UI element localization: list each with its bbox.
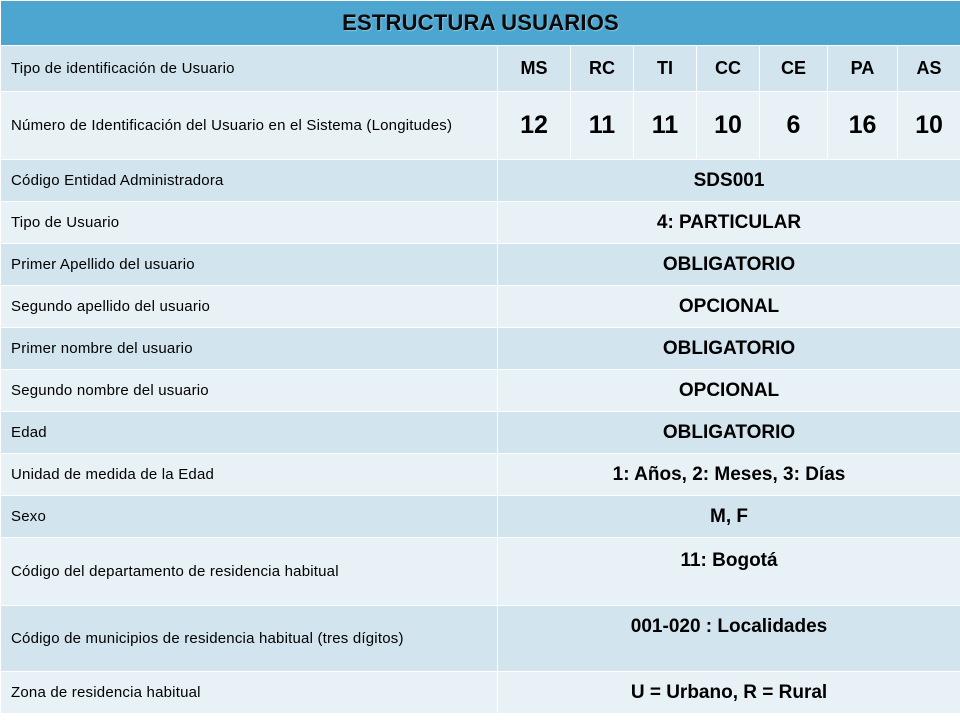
segundo-nombre-value: OPCIONAL	[498, 370, 960, 412]
id-code-as: AS	[898, 46, 960, 92]
table-row	[1, 202, 960, 244]
unidad-edad-label: Unidad de medida de la Edad	[1, 454, 498, 496]
table-row	[1, 244, 960, 286]
sexo-label: Sexo	[1, 496, 498, 538]
segundo-nombre-label: Segundo nombre del usuario	[1, 370, 498, 412]
sexo-value: M, F	[498, 496, 960, 538]
id-length-pa: 16	[828, 92, 898, 160]
edad-label: Edad	[1, 412, 498, 454]
entidad-label: Código Entidad Administradora	[1, 160, 498, 202]
id-code-cc: CC	[697, 46, 760, 92]
departamento-label: Código del departamento de residencia habitual	[1, 538, 498, 606]
id-code-ti: TI	[634, 46, 697, 92]
table-row	[1, 412, 960, 454]
table-title: ESTRUCTURA USUARIOS	[1, 1, 960, 46]
primer-nombre-value: OBLIGATORIO	[498, 328, 960, 370]
table-row	[1, 286, 960, 328]
id-type-label: Tipo de identificación de Usuario	[1, 46, 498, 92]
id-length-as: 10	[898, 92, 960, 160]
table-row	[1, 370, 960, 412]
id-code-ms: MS	[498, 46, 571, 92]
segundo-apellido-value: OPCIONAL	[498, 286, 960, 328]
id-length-row	[1, 92, 960, 160]
table-row	[1, 606, 960, 672]
table-row	[1, 454, 960, 496]
unidad-edad-value: 1: Años, 2: Meses, 3: Días	[498, 454, 960, 496]
table-row	[1, 496, 960, 538]
departamento-value: 11: Bogotá	[498, 538, 960, 606]
id-length-cc: 10	[697, 92, 760, 160]
table-row	[1, 672, 960, 714]
entidad-value: SDS001	[498, 160, 960, 202]
zona-label: Zona de residencia habitual	[1, 672, 498, 714]
id-type-row	[1, 46, 960, 92]
tipo-usuario-value: 4: PARTICULAR	[498, 202, 960, 244]
table-row	[1, 328, 960, 370]
table-row	[1, 160, 960, 202]
edad-value: OBLIGATORIO	[498, 412, 960, 454]
municipio-label: Código de municipios de residencia habitual (tres dígitos)	[1, 606, 498, 672]
tipo-usuario-label: Tipo de Usuario	[1, 202, 498, 244]
id-code-pa: PA	[828, 46, 898, 92]
id-code-rc: RC	[571, 46, 634, 92]
table-row	[1, 538, 960, 606]
zona-value: U = Urbano, R = Rural	[498, 672, 960, 714]
id-length-ms: 12	[498, 92, 571, 160]
primer-nombre-label: Primer nombre del usuario	[1, 328, 498, 370]
id-length-label: Número de Identificación del Usuario en el Sistema (Longitudes)	[1, 92, 498, 160]
id-code-ce: CE	[760, 46, 828, 92]
municipio-value: 001-020 : Localidades	[498, 606, 960, 672]
id-length-ce: 6	[760, 92, 828, 160]
segundo-apellido-label: Segundo apellido del usuario	[1, 286, 498, 328]
primer-apellido-label: Primer Apellido del usuario	[1, 244, 498, 286]
id-length-ti: 11	[634, 92, 697, 160]
id-length-rc: 11	[571, 92, 634, 160]
primer-apellido-value: OBLIGATORIO	[498, 244, 960, 286]
